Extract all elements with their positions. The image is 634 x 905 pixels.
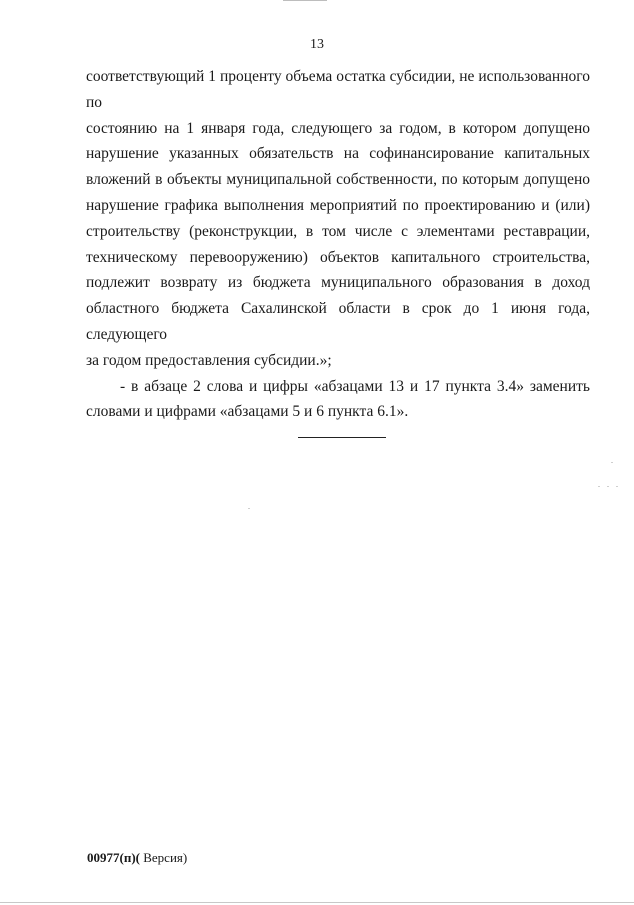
scan-speck <box>248 508 250 509</box>
paragraph-line-5: нарушение графика выполнения мероприятий по проектированию и (или) <box>86 196 590 214</box>
scan-bottom-rule <box>0 902 634 903</box>
document-version-label: Версия) <box>139 850 188 865</box>
document-code-number: 00977(п)( <box>87 850 140 865</box>
scan-speck <box>607 486 609 487</box>
end-separator-line <box>298 437 386 438</box>
page-number: 13 <box>310 37 324 52</box>
document-code <box>87 850 187 866</box>
scan-speck <box>598 486 600 487</box>
paragraph-line-4: вложений в объекты муниципальной собственности, по которым допущено <box>86 171 590 189</box>
scan-top-rule <box>283 0 327 1</box>
paragraph-line-8: подлежит возврату из бюджета муниципального образования в доход <box>86 274 590 292</box>
paragraph-line-10: за годом предоставления субсидии.»; <box>86 351 332 369</box>
amendment-line-1: - в абзаце 2 слова и цифры «абзацами 13 и 17 пункта 3.4» заменить <box>120 377 590 395</box>
paragraph-line-6: строительству (реконструкции, в том числе с элементами реставрации, <box>86 222 590 240</box>
amendment-line-2: словами и цифрами «абзацами 5 и 6 пункта 6.1». <box>86 403 409 421</box>
paragraph-line-9: областного бюджета Сахалинской области в срок до 1 июня года, следующего <box>86 300 590 343</box>
scan-speck <box>611 462 613 463</box>
document-body <box>86 64 590 425</box>
paragraph-line-7: техническому перевооружению) объектов капитального строительства, <box>86 248 590 266</box>
paragraph-line-3: нарушение указанных обязательств на софинансирование капитальных <box>86 145 590 163</box>
scan-speck <box>616 486 618 487</box>
paragraph-line-2: состоянию на 1 января года, следующего за годом, в котором допущено <box>86 119 590 137</box>
paragraph-line-1: соответствующий 1 проценту объема остатка субсидии, не использованного по <box>86 68 590 111</box>
